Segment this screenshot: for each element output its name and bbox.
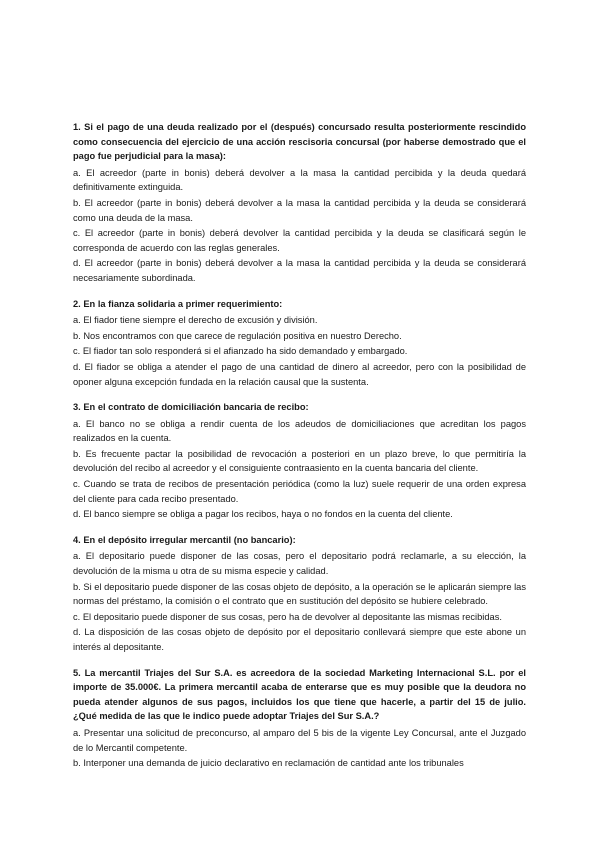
option-a: a. Presentar una solicitud de preconcurso, al amparo del 5 bis de la vigente Ley Concursal, ante el Juzgado de lo Mercantil competente. <box>73 727 526 753</box>
option-c: c. El fiador tan solo responderá si el afianzado ha sido demandado y embargado. <box>73 346 408 357</box>
question-number: 4. <box>73 534 81 545</box>
question-text: En la fianza solidaria a primer requerimiento: <box>83 298 283 309</box>
option-b: b. Si el depositario puede disponer de las cosas objeto de depósito, a la operación se le aplicarán siempre las normas del préstamo, la comisión o el contrato que en sustitución del depósito se hubiere celebrado. <box>73 581 526 607</box>
question-3 <box>73 400 526 522</box>
option-a: a. El depositario puede disponer de las cosas, pero el depositario podrá reclamarle, a su elección, la devolución de la misma u otra de su misma especie y calidad. <box>73 551 526 577</box>
question-number: 2. <box>73 298 81 309</box>
option-a: a. El fiador tiene siempre el derecho de excusión y división. <box>73 315 318 326</box>
option-b: b. Interponer una demanda de juicio declarativo en reclamación de cantidad ante los tribunales <box>73 758 464 769</box>
option-b: b. Es frecuente pactar la posibilidad de revocación a posteriori en un plazo breve, lo que permitiría la devolución del recibo al acreedor y el consiguiente contraasiento en la cuenta bancaria del cliente. <box>73 448 526 474</box>
option-a: a. El acreedor (parte in bonis) deberá devolver a la masa la cantidad percibida y la deuda quedará definitivamente extinguida. <box>73 167 526 193</box>
question-text: Si el pago de una deuda realizado por el (después) concursado resulta posteriormente rescindido como consecuencia del ejercicio de una acción rescisoria concursal (por haberse demostrado que el pago fue perjudicial para la masa): <box>73 122 526 162</box>
option-c: c. Cuando se trata de recibos de presentación periódica (como la luz) suele requerir de una orden expresa del cliente para cada recibo presentado. <box>73 479 526 504</box>
question-number: 3. <box>73 402 81 413</box>
question-stem <box>73 533 526 548</box>
question-stem <box>73 400 526 415</box>
exam-page <box>73 120 526 782</box>
question-stem <box>73 120 526 164</box>
option-d: d. El fiador se obliga a atender el pago de una cantidad de dinero al acreedor, pero con la posibilidad de oponer alguna excepción fundada en la relación causal que la sustenta. <box>73 361 526 387</box>
option-b: b. Nos encontramos con que carece de regulación positiva en nuestro Derecho. <box>73 330 402 341</box>
option-c: c. El depositario puede disponer de sus cosas, pero ha de devolver al depositante las mismas recibidas. <box>73 611 502 622</box>
question-number: 1. <box>73 122 81 132</box>
question-5 <box>73 666 526 771</box>
option-c: c. El acreedor (parte in bonis) deberá devolver la cantidad percibida y la deuda se clasificará según le corresponda de acuerdo con las reglas generales. <box>73 228 526 253</box>
question-number: 5. <box>73 667 81 678</box>
option-a: a. El banco no se obliga a rendir cuenta de los adeudos de domiciliaciones que acreditan los pagos realizados en la cuenta. <box>73 418 526 444</box>
option-d: d. El banco siempre se obliga a pagar los recibos, haya o no fondos en la cuenta del cliente. <box>73 509 453 520</box>
option-d: d. El acreedor (parte in bonis) deberá devolver a la masa la cantidad percibida y la deuda se considerará necesariamente subordinada. <box>73 258 526 283</box>
question-4 <box>73 533 526 655</box>
question-stem <box>73 297 526 312</box>
question-text: En el depósito irregular mercantil (no bancario): <box>83 534 296 545</box>
question-stem <box>73 666 526 724</box>
question-1 <box>73 120 526 286</box>
question-2 <box>73 297 526 390</box>
question-text: La mercantil Triajes del Sur S.A. es acreedora de la sociedad Marketing Internacional S.L. por el importe de 35.000€. La primera mercantil acaba de enterarse que es muy posible que la deudora no pueda atender algunos de sus pagos, incluidos los que tiene que hacerle, a partir del 15 de julio. ¿Qué medida de las que le indico puede adoptar Triajes del Sur S.A.? <box>73 667 526 722</box>
option-d: d. La disposición de las cosas objeto de depósito por el depositario conllevará siempre que este abone un interés al depositante. <box>73 627 526 652</box>
question-text: En el contrato de domiciliación bancaria de recibo: <box>83 402 309 413</box>
option-b: b. El acreedor (parte in bonis) deberá devolver a la masa la cantidad percibida y la deuda se considerará como una deuda de la masa. <box>73 197 526 223</box>
